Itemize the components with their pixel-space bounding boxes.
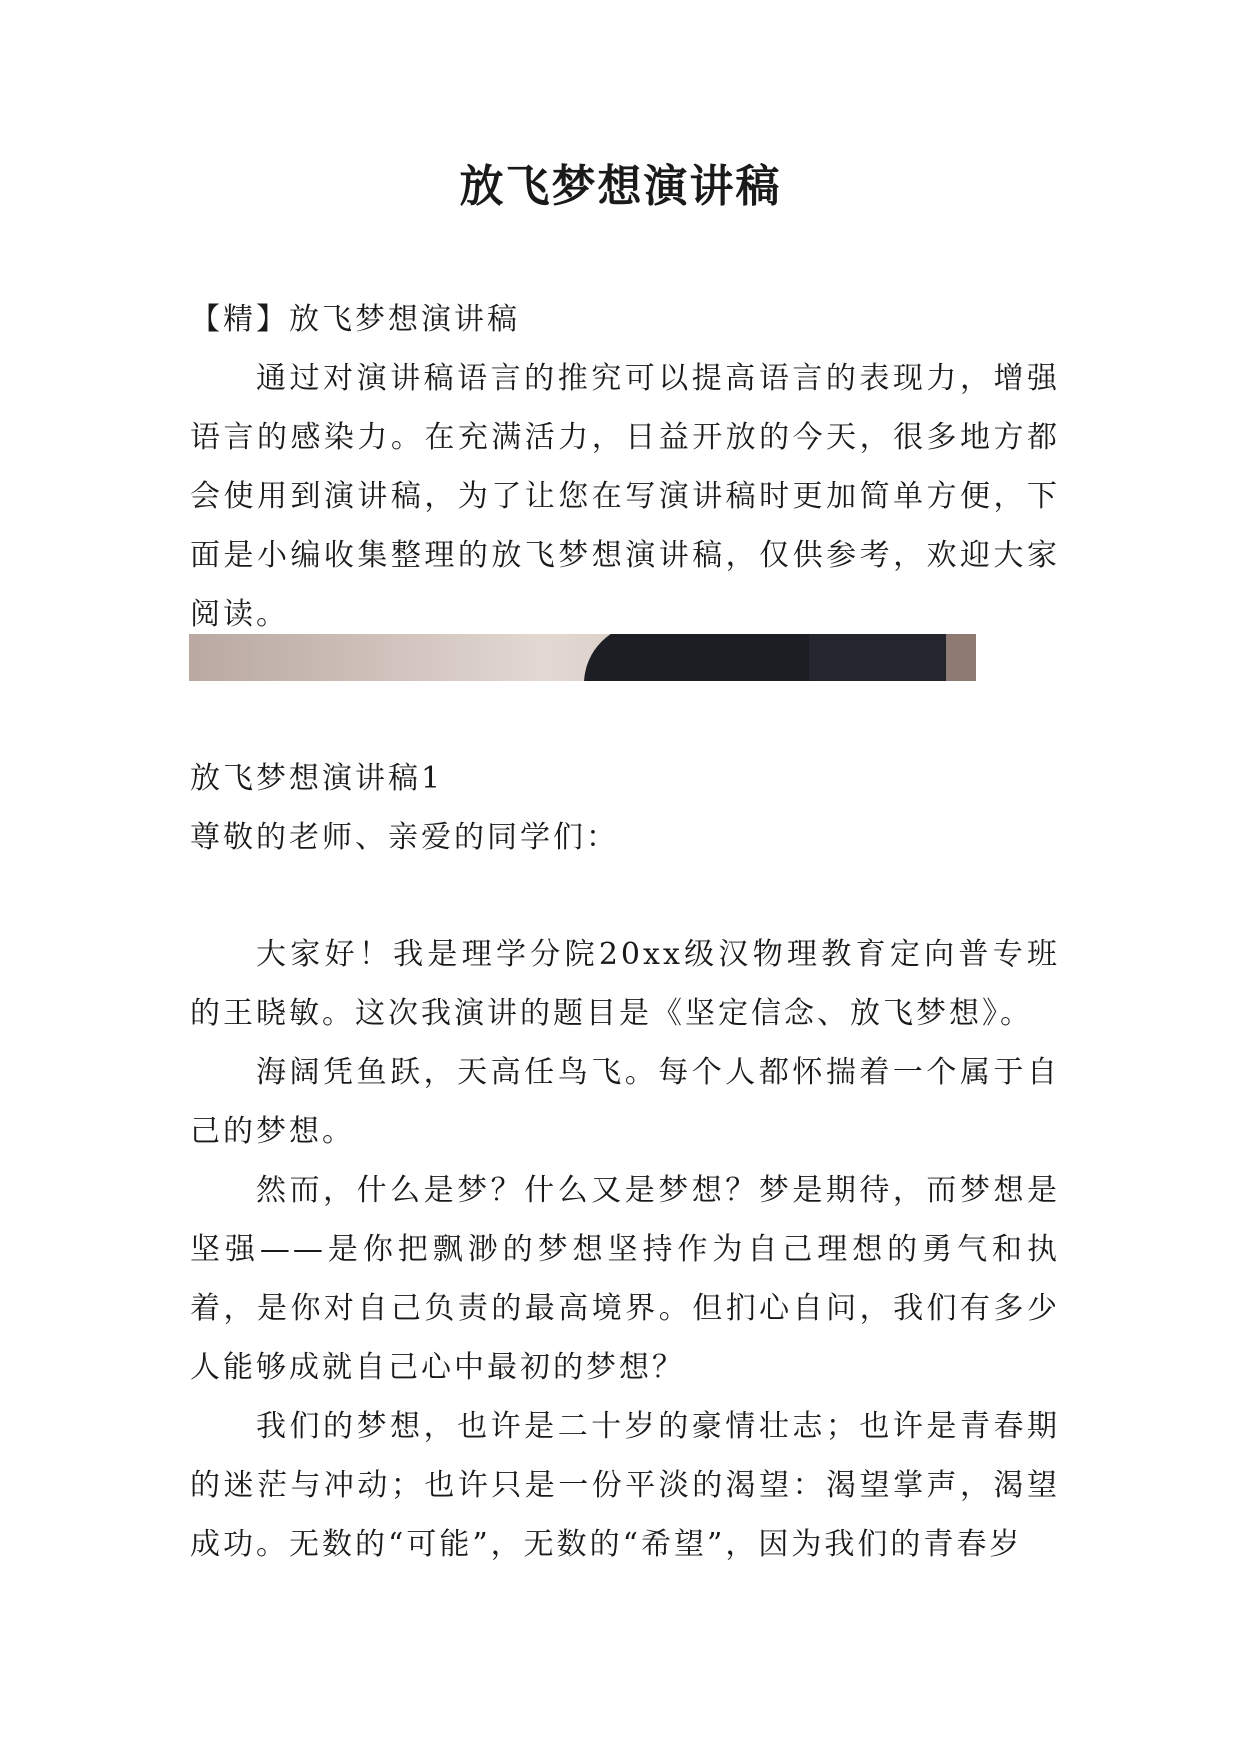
cropped-photo-image <box>189 634 976 681</box>
photo-arm-shape <box>946 634 976 681</box>
section-heading: 放飞梦想演讲稿1 <box>190 761 444 796</box>
body-paragraph: 海阔凭鱼跃，天高任鸟飞。每个人都怀揣着一个属于自己的梦想。 <box>190 1055 1060 1149</box>
document-subtitle: 【精】放飞梦想演讲稿 <box>190 302 520 337</box>
document-title: 放飞梦想演讲稿 <box>459 161 782 212</box>
intro-paragraph: 通过对演讲稿语言的推究可以提高语言的表现力，增强语言的感染力。在充满活力，日益开放的今天，很多地方都会使用到演讲稿，为了让您在写演讲稿时更加简单方便，下面是小编收集整理的放飞梦想演讲稿，仅供参考，欢迎大家阅读。 <box>190 361 1060 632</box>
speech-body <box>190 925 1060 1574</box>
body-paragraph: 我们的梦想，也许是二十岁的豪情壮志；也许是青春期的迷茫与冲动；也许只是一份平淡的渴望：渴望掌声，渴望成功。无数的“可能”，无数的“希望”，因为我们的青春岁 <box>190 1409 1060 1562</box>
salutation: 尊敬的老师、亲爱的同学们： <box>190 820 619 855</box>
body-paragraph: 大家好！我是理学分院20xx级汉物理教育定向普专班的王晓敏。这次我演讲的题目是《坚定信念、放飞梦想》。 <box>190 937 1060 1031</box>
speech-header <box>190 749 1060 867</box>
intro-section <box>190 290 1060 644</box>
body-paragraph: 然而，什么是梦？什么又是梦想？梦是期待，而梦想是坚强——是你把飘渺的梦想坚持作为自己理想的勇气和执着，是你对自己负责的最高境界。但扪心自问，我们有多少人能够成就自己心中最初的梦想？ <box>190 1173 1060 1385</box>
